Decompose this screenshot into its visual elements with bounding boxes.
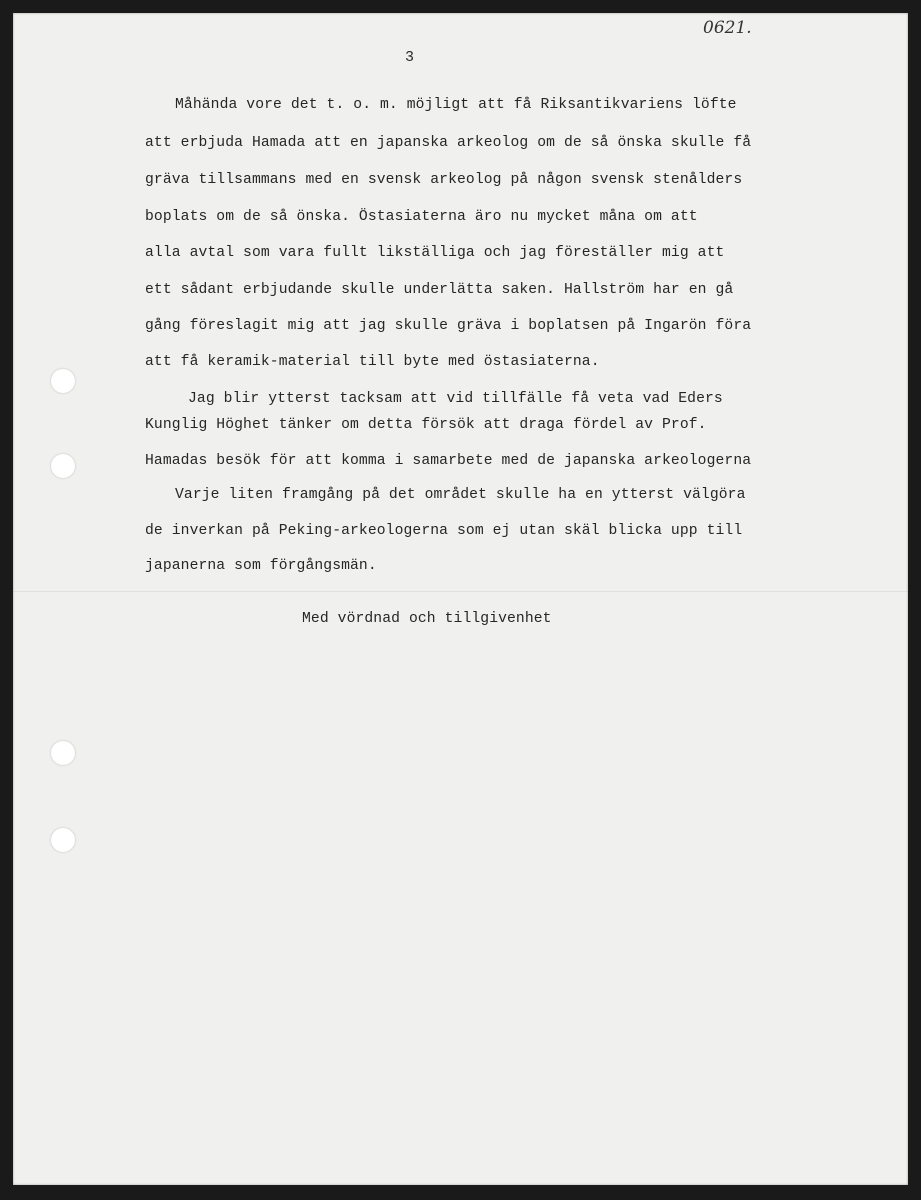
text-line: Varje liten framgång på det området skulle ha en ytterst välgöra [175, 487, 746, 503]
text-line: alla avtal som vara fullt likställiga och jag föreställer mig att [145, 245, 725, 261]
text-line: att få keramik-material till byte med östasiaterna. [145, 354, 600, 370]
text-line: Hamadas besök för att komma i samarbete med de japanska arkeologerna [145, 453, 752, 469]
punch-hole [51, 741, 75, 765]
punch-hole [51, 369, 75, 393]
punch-hole [51, 454, 75, 478]
letter-page [13, 13, 908, 1185]
closing-line: Med vördnad och tillgivenhet [302, 611, 552, 627]
text-line: Måhända vore det t. o. m. möjligt att få Riksantikvariens löfte [175, 97, 737, 113]
text-line: gräva tillsammans med en svensk arkeolog på någon svensk stenålders [145, 172, 743, 188]
text-line: boplats om de så önska. Östasiaterna äro nu mycket måna om att [145, 209, 698, 225]
archive-number: 0621. [703, 18, 752, 38]
text-line: Kunglig Höghet tänker om detta försök att draga fördel av Prof. [145, 417, 707, 433]
fold-line [13, 591, 908, 592]
text-line: Jag blir ytterst tacksam att vid tillfälle få veta vad Eders [188, 391, 723, 407]
text-line: att erbjuda Hamada att en japanska arkeolog om de så önska skulle få [145, 135, 752, 151]
page-number: 3 [405, 49, 415, 66]
text-line: japanerna som förgångsmän. [145, 558, 377, 574]
punch-hole [51, 828, 75, 852]
text-line: de inverkan på Peking-arkeologerna som ej utan skäl blicka upp till [145, 523, 743, 539]
text-line: gång föreslagit mig att jag skulle gräva i boplatsen på Ingarön föra [145, 318, 752, 334]
text-line: ett sådant erbjudande skulle underlätta saken. Hallström har en gå [145, 282, 734, 298]
